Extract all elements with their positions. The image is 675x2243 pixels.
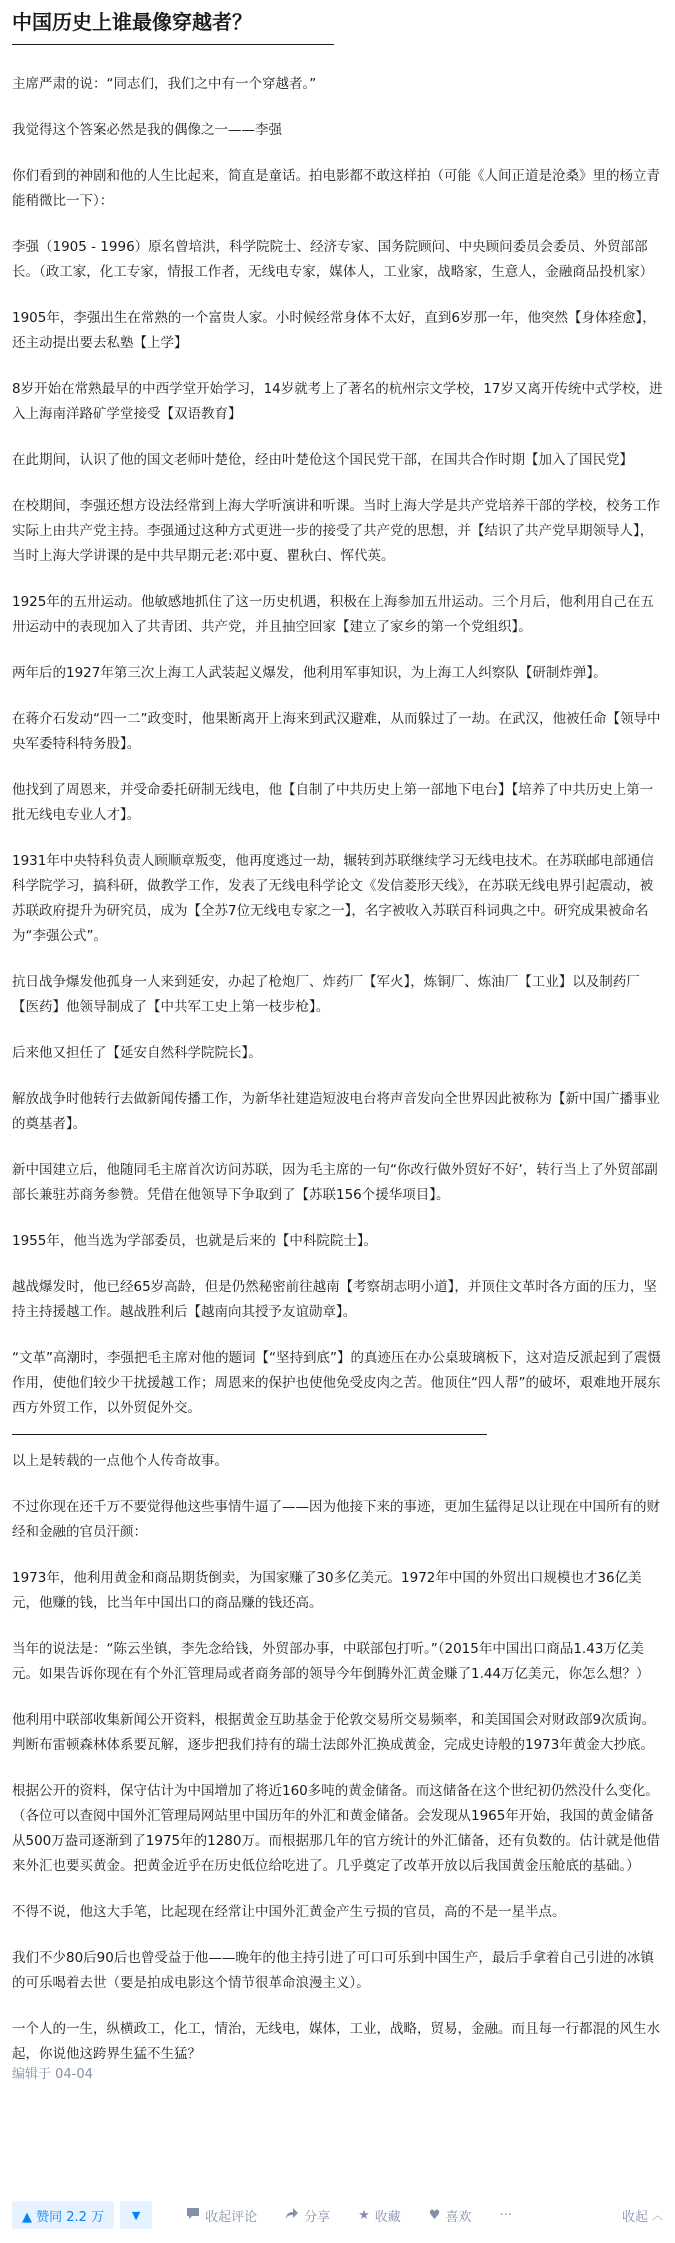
paragraph: 抗日战争爆发他孤身一人来到延安，办起了枪炮厂、炸药厂【军火】，炼铜厂、炼油厂【工业】以及制药厂【医药】他领导制成了【中共军工史上第一枝步枪】。 (12, 974, 640, 1015)
heart-icon: ♥ (428, 2207, 441, 2223)
share-label: 分享 (304, 2209, 331, 2225)
paragraph: 不得不说，他这大手笔，比起现在经常让中国外汇黄金产生亏损的官员，高的不是一星半点。 (12, 1904, 566, 1920)
paragraph: 新中国建立后，他随同毛主席首次访问苏联，因为毛主席的一句“你改行做外贸好不好’，转行当上了外贸部副部长兼驻苏商务参赞。凭借在他领导下争取到了【苏联156个援华项目】。 (12, 1162, 658, 1203)
section-divider (12, 1434, 487, 1435)
paragraph: 根据公开的资料，保守估计为中国增加了将近160多吨的黄金储备。而这储备在这个世纪初仍然没什么变化。（各位可以查阅中国外汇管理局网站里中国历年的外汇和黄金储备。会发现从1965年开始，我国的黄金储备从500万盎司逐渐到了1975年的1280万。而根据那几年的官方统计的外汇储备，还有负数的。估计就是他借来外汇也要买黄金。把黄金近乎在历史低位给吃进了。几乎奠定了改革开放以后我国黄金压舱底的基础。） (12, 1783, 660, 1874)
collect-button[interactable] (358, 2206, 401, 2225)
comments-label: 收起评论 (205, 2209, 258, 2225)
paragraph: 当年的说法是：“陈云坐镇，李先念给钱，外贸部办事，中联部包打听。”（2015年中国出口商品1.43万亿美元。如果告诉你现在有个外汇管理局或者商务部的领导今年倒腾外汇黄金赚了1.44万亿美元，你怎么想？） (12, 1641, 650, 1682)
paragraph: 他找到了周恩来，并受命委托研制无线电，他【自制了中共历史上第一部地下电台】【培养了中共历史上第一批无线电专业人才】。 (12, 782, 654, 823)
share-button[interactable] (285, 2206, 330, 2225)
like-label: 喜欢 (445, 2209, 472, 2225)
answer-content (0, 45, 675, 2085)
paragraph: “文革”高潮时，李强把毛主席对他的题词【“坚持到底”】的真迹压在办公桌玻璃板下，这对造反派起到了震慑作用，使他们较少干扰援越工作；周恩来的保护也使他免受皮肉之苦。他顶住“四人帮”的破坏，艰难地开展东西方外贸工作，以外贸促外交。 (12, 1350, 661, 1416)
more-button[interactable]: ··· (499, 2207, 512, 2223)
paragraph: 1905年，李强出生在常熟的一个富贵人家。小时候经常身体不太好，直到6岁那一年，他突然【身体痊愈】，还主动提出要去私塾【上学】 (12, 310, 656, 351)
share-icon (285, 2207, 299, 2224)
chevron-up-icon: ︿ (652, 2209, 663, 2222)
vote-down-button[interactable]: ▼ (120, 2201, 152, 2229)
paragraph: 主席严肃的说：“同志们，我们之中有一个穿越者。” (12, 76, 317, 92)
vote-up-button[interactable]: ▲ 赞同 2.2 万 (12, 2201, 114, 2229)
action-bar (0, 2187, 675, 2243)
paragraph: 一个人的一生，纵横政工，化工，情治，无线电，媒体，工业，战略，贸易，金融。而且每一行都混的风生水起，你说他这跨界生猛不生猛？ (12, 2021, 660, 2062)
like-button[interactable] (429, 2206, 472, 2225)
paragraph: 在校期间，李强还想方设法经常到上海大学听演讲和听课。当时上海大学是共产党培养干部的学校，校务工作实际上由共产党主持。李强通过这种方式更进一步的接受了共产党的思想，并【结识了共产党早期领导人】，当时上海大学讲课的是中共早期元老:邓中夏、瞿秋白、恽代英。 (12, 498, 660, 564)
paragraph: 我觉得这个答案必然是我的偶像之一——李强 (12, 122, 282, 138)
paragraph: 不过你现在还千万不要觉得他这些事情牛逼了——因为他接下来的事迹，更加生猛得足以让现在中国所有的财经和金融的官员汗颜： (12, 1499, 660, 1540)
paragraph: 在此期间，认识了他的国文老师叶楚伧，经由叶楚伧这个国民党干部，在国共合作时期【加入了国民党】 (12, 452, 633, 468)
paragraph: 1973年，他利用黄金和商品期货倒卖，为国家赚了30多亿美元。1972年中国的外贸出口规模也才36亿美元，他赚的钱，比当年中国出口的商品赚的钱还高。 (12, 1570, 642, 1611)
paragraph: 1925年的五卅运动。他敏感地抓住了这一历史机遇，积极在上海参加五卅运动。三个月后，他利用自己在五卅运动中的表现加入了共青团、共产党，并且抽空回家【建立了家乡的第一个党组织】。 (12, 594, 654, 635)
collapse-button[interactable] (622, 2206, 663, 2225)
comments-button[interactable] (186, 2206, 257, 2225)
paragraph: 8岁开始在常熟最早的中西学堂开始学习，14岁就考上了著名的杭州宗文学校，17岁又离开传统中式学校，进入上海南洋路矿学堂接受【双语教育】 (12, 381, 663, 422)
paragraph: 在蒋介石发动“四一二”政变时，他果断离开上海来到武汉避难，从而躲过了一劫。在武汉，他被任命【领导中央军委特科特务股】。 (12, 711, 661, 752)
paragraph: 李强（1905 - 1996）原名曾培洪，科学院院士、经济专家、国务院顾问、中央顾问委员会委员、外贸部部长。（政工家，化工专家，情报工作者，无线电专家，媒体人，工业家，战略家，生意人，金融商品投机家） (12, 239, 654, 280)
paragraph: 后来他又担任了【延安自然科学院院长】。 (12, 1045, 262, 1061)
paragraph: 1955年，他当选为学部委员，也就是后来的【中科院院士】。 (12, 1233, 378, 1249)
paragraph: 他利用中联部收集新闻公开资料，根据黄金互助基金于伦敦交易所交易频率，和美国国会对财政部9次质询。判断布雷顿森林体系要瓦解，逐步把我们持有的瑞士法郎外汇换成黄金，完成史诗般的1973年黄金大抄底。 (12, 1712, 656, 1753)
paragraph: 解放战争时他转行去做新闻传播工作，为新华社建造短波电台将声音发向全世界因此被称为【新中国广播事业的奠基者】。 (12, 1091, 660, 1132)
comment-icon (186, 2207, 200, 2224)
collapse-label: 收起 (621, 2209, 648, 2225)
paragraph: 两年后的1927年第三次上海工人武装起义爆发，他利用军事知识，为上海工人纠察队【研制炸弹】。 (12, 665, 607, 681)
paragraph: 我们不少80后90后也曾受益于他——晚年的他主持引进了可口可乐到中国生产，最后手拿着自己引进的冰镇的可乐喝着去世（要是拍成电影这个情节很革命浪漫主义）。 (12, 1950, 654, 1991)
paragraph: 越战爆发时，他已经65岁高龄，但是仍然秘密前往越南【考察胡志明小道】，并顶住文革时各方面的压力，坚持主持援越工作。越战胜利后【越南向其授予友谊勋章】。 (12, 1279, 657, 1320)
paragraph: 你们看到的神剧和他的人生比起来，简直是童话。拍电影都不敢这样拍（可能《人间正道是沧桑》里的杨立青能稍微比一下）： (12, 168, 660, 209)
star-icon: ★ (358, 2207, 370, 2223)
paragraph: 以上是转载的一点他个人传奇故事。 (12, 1453, 228, 1469)
paragraph: 1931年中央特科负责人顾顺章叛变，他再度逃过一劫，辗转到苏联继续学习无线电技术。在苏联邮电部通信科学院学习，搞科研，做教学工作，发表了无线电科学论文《发信菱形天线》，在苏联无线电界引起震动，被苏联政府提升为研究员，成为【全苏7位无线电专家之一】，名字被收入苏联百科词典之中。研究成果被命名为“李强公式”。 (12, 853, 654, 944)
collect-label: 收藏 (374, 2209, 401, 2225)
edited-timestamp[interactable]: 编辑于 04-04 (12, 2067, 93, 2082)
question-title[interactable]: 中国历史上谁最像穿越者？ (12, 10, 252, 34)
